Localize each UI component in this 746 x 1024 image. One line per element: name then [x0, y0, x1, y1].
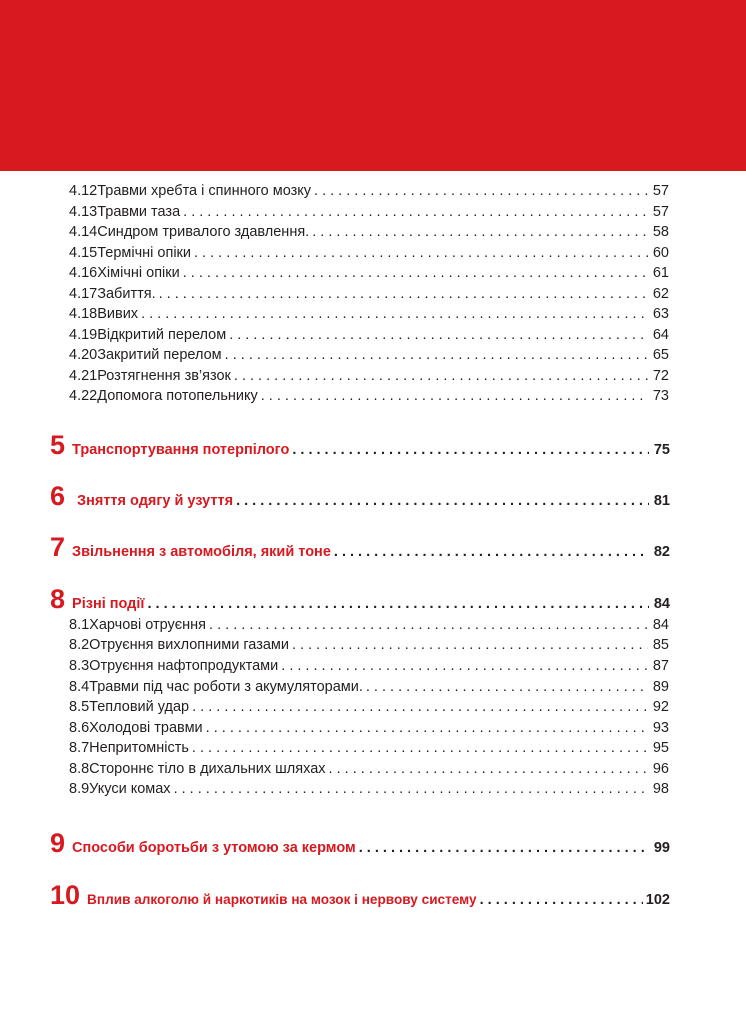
- entry-number: 8.7: [69, 740, 90, 756]
- entry-page: 57: [652, 204, 669, 220]
- section-title: Зняття одягу й узуття: [77, 493, 234, 509]
- dot-leader: [359, 833, 649, 863]
- entry-number: 8.6: [69, 720, 90, 736]
- entry-title: Відкритий перелом: [97, 327, 227, 343]
- entry-page: 65: [652, 347, 669, 363]
- section-page: 84: [653, 596, 670, 612]
- section-number: 7: [50, 532, 66, 562]
- dot-leader: [366, 677, 648, 697]
- dot-leader: [334, 537, 649, 567]
- entry-page: 57: [652, 183, 669, 199]
- entry-number: 4.18: [69, 306, 98, 322]
- toc-entry-8-5[interactable]: [69, 697, 669, 717]
- entry-page: 87: [652, 658, 669, 674]
- dot-leader: [159, 284, 648, 304]
- entry-number: 4.19: [69, 327, 98, 343]
- dot-leader: [292, 435, 649, 465]
- entry-title: Тепловий удар: [89, 699, 190, 715]
- toc-entry-8-3[interactable]: [69, 656, 669, 676]
- entry-title: Холодові травми: [89, 720, 203, 736]
- section-number: 10: [50, 880, 81, 910]
- dot-leader: [229, 325, 648, 345]
- section-number: 8: [50, 584, 66, 614]
- entry-page: 58: [652, 224, 669, 240]
- section-title: Способи боротьби з утомою за кермом: [72, 840, 356, 856]
- entry-number: 8.5: [69, 699, 90, 715]
- section-number: 6: [50, 481, 66, 511]
- toc-entry-4-21[interactable]: [69, 366, 669, 386]
- dot-leader: [206, 718, 648, 738]
- entry-number: 4.16: [69, 265, 98, 281]
- entry-title: Непритомність: [89, 740, 189, 756]
- dot-leader: [209, 615, 648, 635]
- entry-number: 8.3: [69, 658, 90, 674]
- section-title: Транспортування потерпілого: [72, 442, 290, 458]
- toc-entry-4-22[interactable]: [69, 386, 669, 406]
- entry-number: 8.9: [69, 781, 90, 797]
- section-page: 82: [653, 544, 670, 560]
- entry-number: 8.8: [69, 761, 90, 777]
- entry-number: 8.1: [69, 617, 90, 633]
- dot-leader: [314, 181, 648, 201]
- entry-title: Закритий перелом: [97, 347, 222, 363]
- entry-title: Травми таза: [97, 204, 181, 220]
- toc-entry-4-16[interactable]: [69, 263, 669, 283]
- dot-leader: [292, 635, 648, 655]
- toc-entry-8-1[interactable]: [69, 615, 669, 635]
- toc-entry-8-6[interactable]: [69, 718, 669, 738]
- toc-section-7[interactable]: [50, 532, 670, 567]
- toc-entry-8-8[interactable]: [69, 759, 669, 779]
- dot-leader: [312, 222, 648, 242]
- section-title: Різні події: [72, 596, 145, 612]
- entry-page: 73: [652, 388, 669, 404]
- entry-number: 8.2: [69, 637, 90, 653]
- entry-page: 84: [652, 617, 669, 633]
- dot-leader: [225, 345, 648, 365]
- entry-number: 4.22: [69, 388, 98, 404]
- entry-title: Травми хребта і спинного мозку: [97, 183, 312, 199]
- section-page: 99: [653, 840, 670, 856]
- toc-entry-4-19[interactable]: [69, 325, 669, 345]
- toc-section-5[interactable]: [50, 430, 670, 465]
- dot-leader: [281, 656, 648, 676]
- entry-page: 92: [652, 699, 669, 715]
- entry-page: 85: [652, 637, 669, 653]
- entry-number: 4.13: [69, 204, 98, 220]
- dot-leader: [174, 779, 648, 799]
- toc-entry-8-7[interactable]: [69, 738, 669, 758]
- section-page: 75: [653, 442, 670, 458]
- entry-number: 4.20: [69, 347, 98, 363]
- entry-page: 63: [652, 306, 669, 322]
- entry-title: Отруєння вихлопними газами: [89, 637, 289, 653]
- toc-entry-8-4[interactable]: [69, 677, 669, 697]
- section-title: Вплив алкоголю й наркотиків на мозок і нервову систему: [87, 892, 477, 907]
- dot-leader: [480, 885, 643, 915]
- section-page: 81: [653, 493, 670, 509]
- entry-number: 4.12: [69, 183, 98, 199]
- entry-number: 4.21: [69, 368, 98, 384]
- toc-entry-4-17[interactable]: [69, 284, 669, 304]
- section-page: 102: [645, 892, 670, 908]
- toc-entry-4-20[interactable]: [69, 345, 669, 365]
- toc-entry-8-2[interactable]: [69, 635, 669, 655]
- dot-leader: [261, 386, 648, 406]
- entry-page: 60: [652, 245, 669, 261]
- entry-page: 89: [652, 679, 669, 695]
- entry-title: Допомога потопельнику: [97, 388, 258, 404]
- dot-leader: [141, 304, 648, 324]
- entry-page: 64: [652, 327, 669, 343]
- entry-title: Отруєння нафтопродуктами: [89, 658, 279, 674]
- toc-section-6[interactable]: [50, 481, 670, 516]
- entry-title: Розтягнення зв’язок: [97, 368, 231, 384]
- entry-page: 98: [652, 781, 669, 797]
- toc-entry-4-14[interactable]: [69, 222, 669, 242]
- toc-entry-4-13[interactable]: [69, 202, 669, 222]
- entry-page: 61: [652, 265, 669, 281]
- dot-leader: [183, 202, 648, 222]
- dot-leader: [236, 486, 649, 516]
- entry-number: 4.14: [69, 224, 98, 240]
- dot-leader: [234, 366, 648, 386]
- dot-leader: [194, 243, 648, 263]
- entry-title: Укуси комах: [89, 781, 171, 797]
- dot-leader: [192, 697, 648, 717]
- toc-entry-8-9[interactable]: [69, 779, 669, 799]
- toc-entry-4-12[interactable]: [69, 181, 669, 201]
- entry-page: 62: [652, 286, 669, 302]
- entry-page: 96: [652, 761, 669, 777]
- entry-title: Хімічні опіки: [97, 265, 180, 281]
- entry-title: Забиття.: [97, 286, 156, 302]
- entry-number: 8.4: [69, 679, 90, 695]
- toc-entry-4-15[interactable]: [69, 243, 669, 263]
- entry-page: 93: [652, 720, 669, 736]
- section-number: 5: [50, 430, 66, 460]
- entry-number: 4.17: [69, 286, 98, 302]
- section-title: Звільнення з автомобіля, який тоне: [72, 544, 331, 560]
- toc-section-9[interactable]: [50, 828, 670, 863]
- toc-section-8[interactable]: [50, 584, 670, 619]
- entry-title: Травми під час роботи з акумуляторами.: [89, 679, 363, 695]
- toc-entry-4-18[interactable]: [69, 304, 669, 324]
- entry-title: Вивих: [97, 306, 139, 322]
- toc-section-10[interactable]: [50, 880, 670, 915]
- entry-title: Синдром тривалого здавлення.: [97, 224, 310, 240]
- dot-leader: [183, 263, 648, 283]
- entry-page: 95: [652, 740, 669, 756]
- entry-page: 72: [652, 368, 669, 384]
- entry-title: Термічні опіки: [97, 245, 191, 261]
- dot-leader: [192, 738, 648, 758]
- entry-title: Харчові отруєння: [89, 617, 207, 633]
- dot-leader: [329, 759, 648, 779]
- section-number: 9: [50, 828, 66, 858]
- entry-number: 4.15: [69, 245, 98, 261]
- entry-title: Стороннє тіло в дихальних шляхах: [89, 761, 326, 777]
